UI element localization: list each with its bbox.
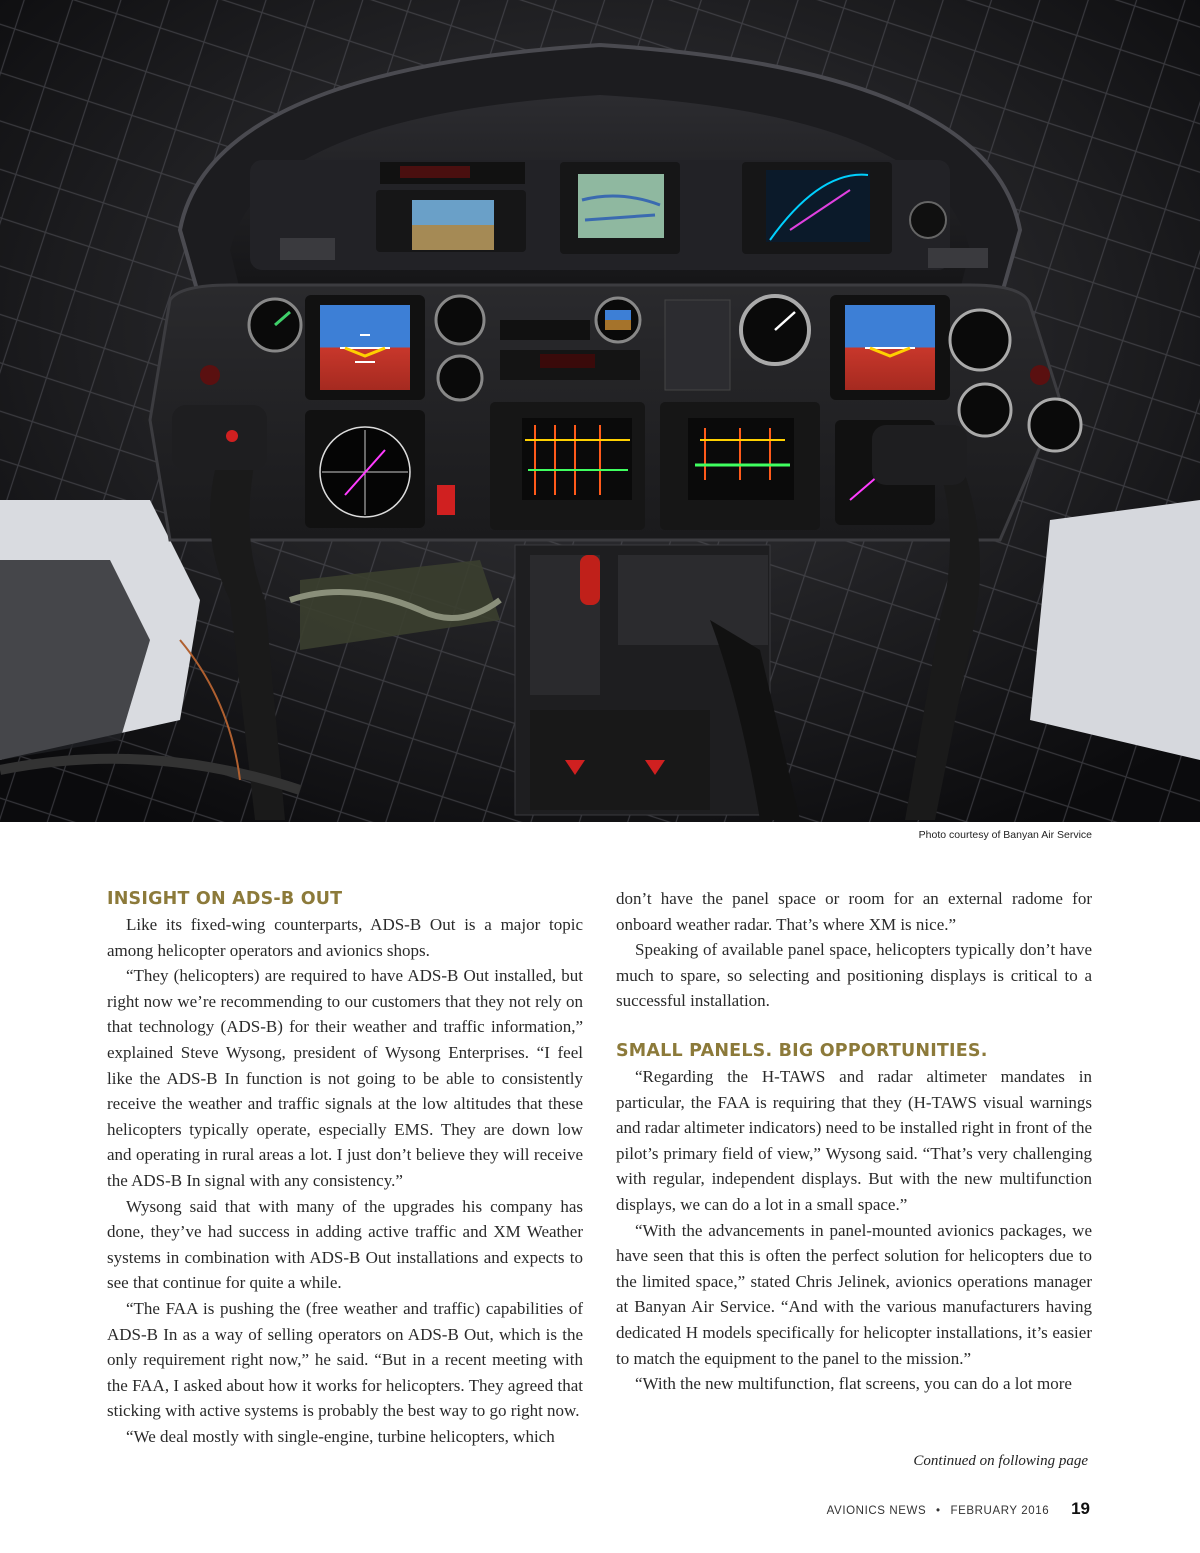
left-column: [107, 886, 583, 1449]
page-footer: [827, 1499, 1090, 1519]
paragraph: “With the advancements in panel-mounted avionics packages, we have seen that this is often the perfect solution for helicopters due to the limited space,” stated Chris Jelinek, avionics operations manager at Banyan Air Service. “And with the various manufacturers having dedicated H models specifically for helicopter installations, it’s easier to match the equipment to the panel to the mission.”: [616, 1220, 1092, 1368]
paragraph: “We deal mostly with single-engine, turbine helicopters, which: [126, 1426, 555, 1446]
paragraph: “The FAA is pushing the (free weather and traffic) capabilities of ADS-B In as a way of selling operators on ADS-B Out, which is the only requirement right now,” he said. “But in a recent meeting with the FAA, I asked about how it works for helicopters. They agreed that sticking with active systems is probably the best way to go right now.: [107, 1298, 583, 1421]
publication-name: AVIONICS NEWS: [826, 1505, 927, 1517]
issue-date: FEBRUARY 2016: [950, 1505, 1050, 1517]
paragraph: Speaking of available panel space, helicopters typically don’t have much to spare, so selecting and positioning displays is critical to a successful installation.: [616, 940, 1092, 1011]
footer-separator: •: [936, 1505, 941, 1517]
section-heading-small-panels: SMALL PANELS. BIG OPPORTUNITIES.: [616, 1040, 988, 1061]
photo-credit: Photo courtesy of Banyan Air Service: [918, 829, 1092, 841]
page-number: 19: [1071, 1499, 1090, 1518]
section-heading-ads-b: INSIGHT ON ADS-B OUT: [107, 889, 343, 909]
right-column: [616, 886, 1092, 1397]
paragraph: “They (helicopters) are required to have ADS-B Out installed, but right now we’re recommending to our customers that they not rely on that technology (ADS-B) for their weather and traffic information,” explained Steve Wysong, president of Wysong Enterprises. “I feel like the ADS-B In function is not going to be able to consistently receive the weather and traffic signals at the low altitudes that these helicopters typically operate, especially EMS. They are down low and operating in rural areas a lot. I just don’t believe they will receive the ADS-B In signal with any consistency.”: [107, 966, 583, 1190]
continued-note: Continued on following page: [913, 1453, 1088, 1469]
paragraph: Like its fixed-wing counterparts, ADS-B Out is a major topic among helicopter operators and avionics shops.: [107, 915, 583, 960]
paragraph: “Regarding the H-TAWS and radar altimeter mandates in particular, the FAA is requiring that they (H-TAWS visual warnings and radar altimeter indicators) need to be installed right in front of the pilot’s primary field of view,” Wysong said. “That’s very challenging with regular, independent displays. But with the new multifunction displays, we can do a lot in a small space.”: [616, 1066, 1092, 1214]
paragraph-continued: don’t have the panel space or room for an external radome for onboard weather radar. That’s where XM is nice.”: [616, 889, 1092, 934]
paragraph: “With the new multifunction, flat screens, you can do a lot more: [635, 1374, 1072, 1394]
paragraph: Wysong said that with many of the upgrades his company has done, they’ve had success in adding active traffic and XM Weather systems in combination with ADS-B Out installations and expects to see that continue for quite a while.: [107, 1196, 583, 1293]
